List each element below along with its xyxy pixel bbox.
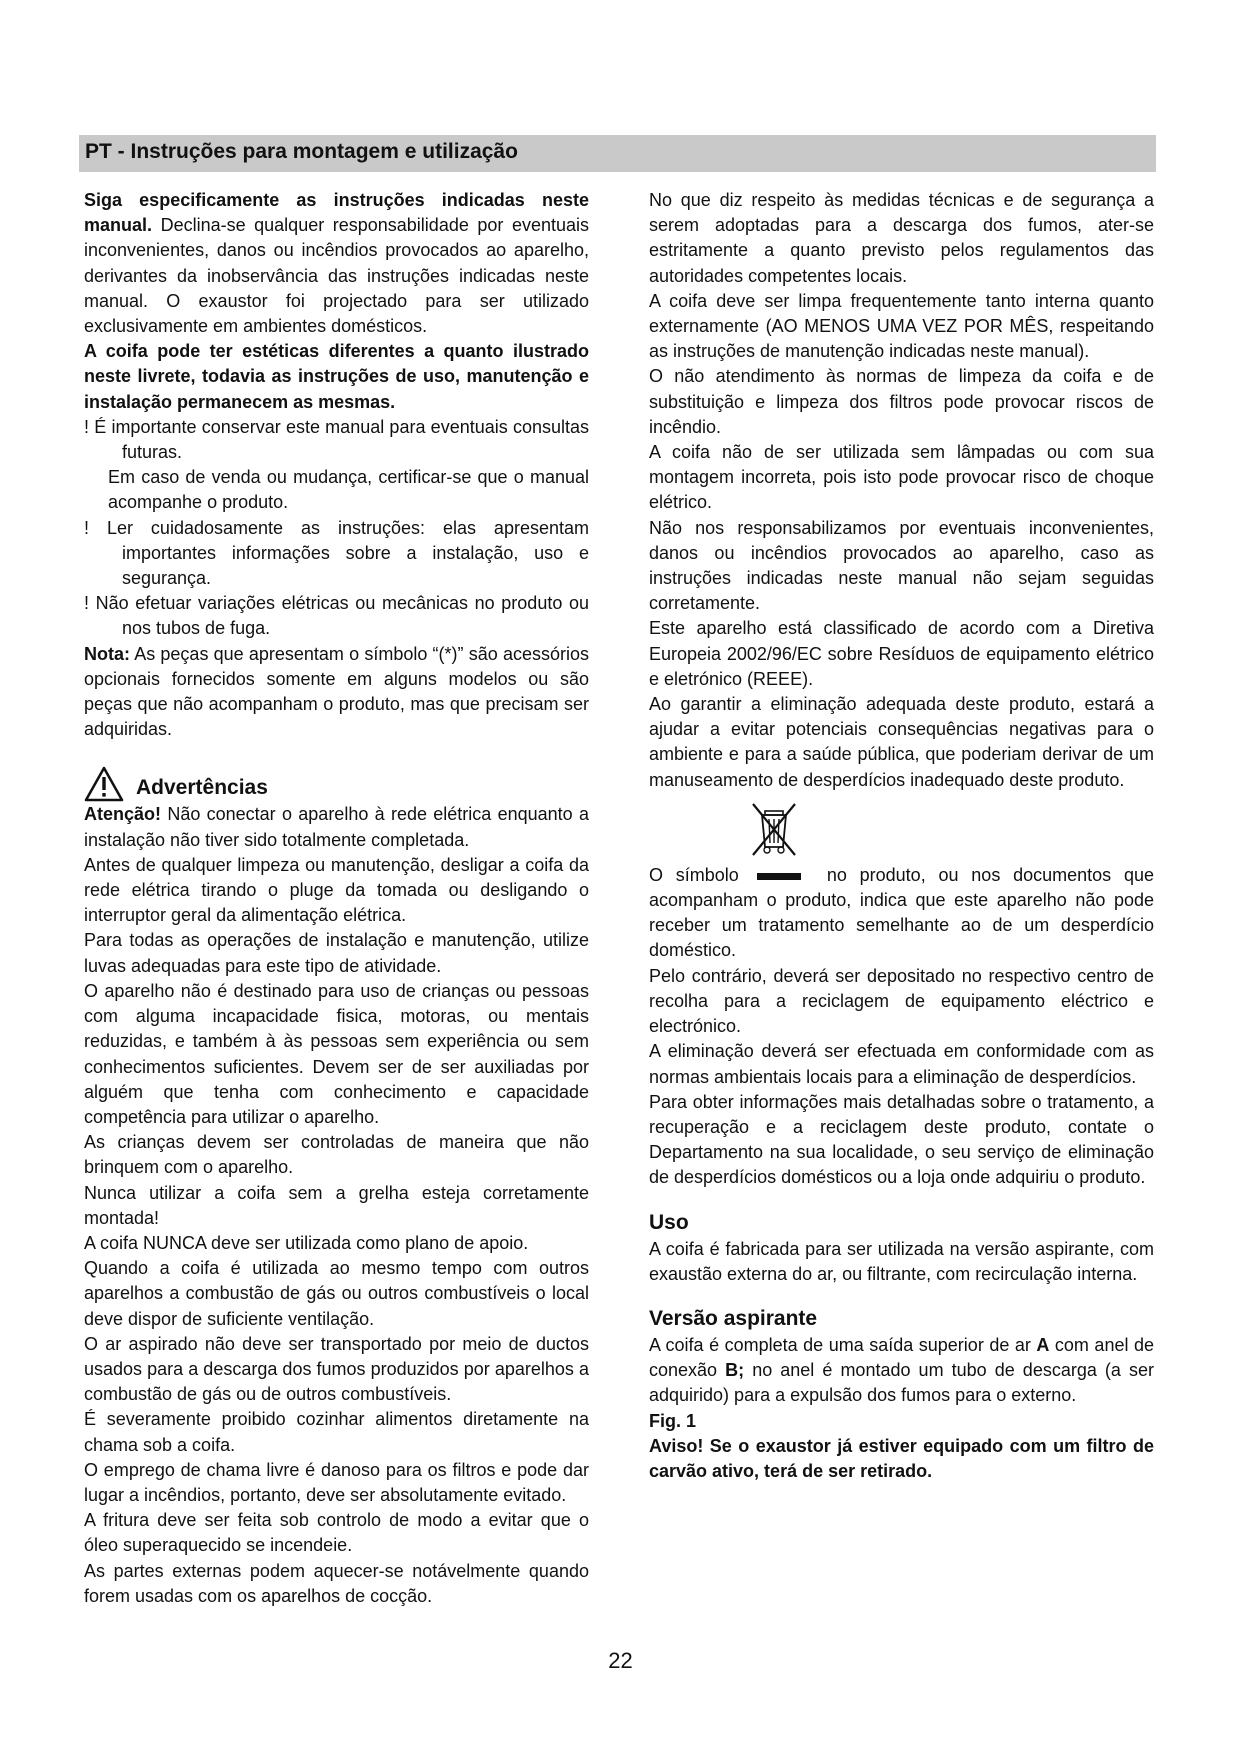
intro-bold: Siga especificamente as instruções indicadas neste manual. (84, 190, 589, 236)
warning-paragraph: A fritura deve ser feita sob controlo de modo a evitar que o óleo superaquecido se incendeie. (84, 1510, 589, 1556)
left-column (84, 188, 589, 1609)
nota-label: Nota: (84, 643, 130, 664)
intro-text: Declina-se qualquer responsabilidade por eventuais inconvenientes, danos ou incêndios provocados ao aparelho, derivantes da inobservância das instruções indicadas neste manual. O exaustor foi projectado para ser utilizado exclusivamente em ambientes domésticos. (84, 215, 589, 337)
warning-paragraph: Antes de qualquer limpeza ou manutenção, desligar a coifa da rede elétrica tirando o pluge da tomada ou desligando o interruptor geral da alimentação elétrica. (84, 854, 589, 926)
uso-heading: Uso (649, 1210, 689, 1234)
versao-text-1: A coifa é completa de uma saída superior de ar (649, 1334, 1037, 1355)
warning-paragraph: As crianças devem ser controladas de maneira que não brinquem com o aparelho. (84, 1132, 589, 1178)
body-paragraph: Ao garantir a eliminação adequada deste produto, estará a ajudar a evitar potenciais consequências negativas para o ambiente e para a saúde pública, que poderiam derivar de um manuseamento de desperdícios inadequado deste produto. (649, 694, 1154, 790)
black-bar-symbol-icon (757, 873, 801, 880)
versao-text-2: com anel de conexão (649, 1334, 1155, 1381)
bullet-item: ! Não efetuar variações elétricas ou mecânicas no produto ou nos tubos de fuga. (84, 593, 589, 639)
versao-text-3: no anel é montado um tubo de descarga (a ser adquirido) para a expulsão dos fumos para o externo. (649, 1360, 1154, 1406)
page-number: 22 (608, 1648, 633, 1673)
warnings-title: Advertências (136, 776, 268, 800)
warning-paragraph: É severamente proibido cozinhar alimentos diretamente na chama sob a coifa. (84, 1409, 589, 1455)
nota-text: As peças que apresentam o símbolo “(*)” são acessórios opcionais fornecidos somente em alguns modelos ou são peças que não acompanham o produto, mas que precisam ser adquiridas. (84, 643, 589, 740)
body-paragraph: No que diz respeito às medidas técnicas e de segurança a serem adoptadas para a descarga dos fumos, ater-se estritamente a quanto previsto pelos regulamentos das autoridades competentes locais. (649, 190, 1154, 286)
body-paragraph: Não nos responsabilizamos por eventuais inconvenientes, danos ou incêndios provocados ao aparelho, caso as instruções indicadas neste manual não sejam seguidas corretamente. (649, 517, 1154, 614)
body-paragraph: Este aparelho está classificado de acordo com a Diretiva Europeia 2002/96/EC sobre Resíduos de equipamento elétrico e eletrónico (REEE). (649, 618, 1154, 689)
warning-triangle-icon (84, 766, 124, 802)
section-header-bar (79, 135, 1156, 172)
warning-paragraph: O aparelho não é destinado para uso de crianças ou pessoas com alguma incapacidade fisica, motoras, ou mentais reduzidas, e também à às pessoas sem experiência ou sem conhecimentos suficientes. Devem ser de ser auxiliadas por alguém que tenha com conhecimento e capacidade competência para utilizar o aparelho. (84, 980, 589, 1127)
aviso-paragraph: Aviso! Se o exaustor já estiver equipado com um filtro de carvão ativo, terá de ser retirado. (649, 1435, 1154, 1481)
warning-paragraph: A coifa NUNCA deve ser utilizada como plano de apoio. (84, 1232, 529, 1253)
symbol-prefix: O símbolo (649, 864, 739, 885)
figure-label: Fig. 1 (649, 1410, 697, 1431)
bullet-item: ! Ler cuidadosamente as instruções: elas apresentam importantes informações sobre a instalação, uso e segurança. (84, 517, 589, 589)
warning-paragraph: As partes externas podem aquecer-se notávelmente quando forem usadas com os aparelhos de cocção. (84, 1560, 589, 1606)
bullet-item: ! É importante conservar este manual para eventuais consultas futuras. (84, 416, 589, 463)
bullet-continuation: Em caso de venda ou mudança, certificar-se que o manual acompanhe o produto. (108, 467, 589, 513)
disposal-paragraph: Para obter informações mais detalhadas sobre o tratamento, a recuperação e a reciclagem deste produto, contate o Departamento na sua localidade, o seu serviço de eliminação de desperdícios domésticos ou a loja onde adquiriu o produto. (649, 1091, 1154, 1188)
versao-paragraph (649, 1333, 1154, 1409)
uso-paragraph: A coifa é fabricada para ser utilizada na versão aspirante, com exaustão externa do ar, ou filtrante, com recirculação interna. (649, 1238, 1154, 1284)
body-paragraph: O não atendimento às normas de limpeza da coifa e de substituição e limpeza dos filtros pode provocar riscos de incêndio. (649, 366, 1154, 437)
disposal-paragraph: Pelo contrário, deverá ser depositado no respectivo centro de recolha para a reciclagem de equipamento eléctrico e electrónico. (649, 965, 1154, 1037)
versao-label-a: A (1036, 1334, 1050, 1355)
intro-paragraph (84, 188, 589, 339)
body-paragraph: A coifa deve ser limpa frequentemente tanto interna quanto externamente (AO MENOS UMA VEZ POR MÊS, respeitando as instruções de manutenção indicadas neste manual). (649, 290, 1154, 362)
symbol-paragraph (649, 863, 1154, 964)
warning-paragraph: O ar aspirado não deve ser transportado por meio de ductos usados para a descarga dos fumos produzidos por aparelhos a combustão de gás ou de outros combustíveis. (84, 1333, 589, 1405)
atencao-text: Não conectar o aparelho à rede elétrica enquanto a instalação não tiver sido totalmente completada. (84, 804, 589, 850)
aesthetic-note: A coifa pode ter estéticas diferentes a quanto ilustrado neste livrete, todavia as instruções de uso, manutenção e instalação permanecem as mesmas. (84, 341, 589, 412)
versao-aspirante-heading: Versão aspirante (649, 1306, 818, 1330)
weee-symbol-area (649, 801, 1154, 863)
atencao-label: Atenção! (84, 804, 162, 825)
page-title: PT - Instruções para montagem e utilização (85, 140, 518, 163)
warning-paragraph: Quando a coifa é utilizada ao mesmo tempo com outros aparelhos a combustão de gás ou outros combustíveis o local deve dispor de suficiente ventilação. (84, 1258, 589, 1329)
atencao-paragraph (84, 802, 589, 852)
nota-paragraph (84, 642, 589, 743)
crossed-bin-icon (749, 801, 799, 857)
versao-label-b: B; (725, 1360, 745, 1381)
symbol-suffix: no produto, ou nos documentos que acompanham o produto, indica que este aparelho não pode receber um tratamento semelhante ao de um desperdício doméstico. (649, 864, 1154, 961)
warning-paragraph: O emprego de chama livre é danoso para os filtros e pode dar lugar a incêndios, portanto, deve ser absolutamente evitado. (84, 1459, 589, 1505)
right-column (649, 188, 1154, 1484)
disposal-paragraph: A eliminação deverá ser efectuada em conformidade com as normas ambientais locais para a eliminação de desperdícios. (649, 1041, 1154, 1087)
warning-paragraph: Nunca utilizar a coifa sem a grelha esteja corretamente montada! (84, 1182, 589, 1228)
warnings-heading (84, 758, 589, 802)
warning-paragraph: Para todas as operações de instalação e manutenção, utilize luvas adequadas para este tipo de atividade. (84, 930, 589, 976)
body-paragraph: A coifa não de ser utilizada sem lâmpadas ou com sua montagem incorreta, pois isto pode provocar risco de choque elétrico. (649, 442, 1154, 513)
